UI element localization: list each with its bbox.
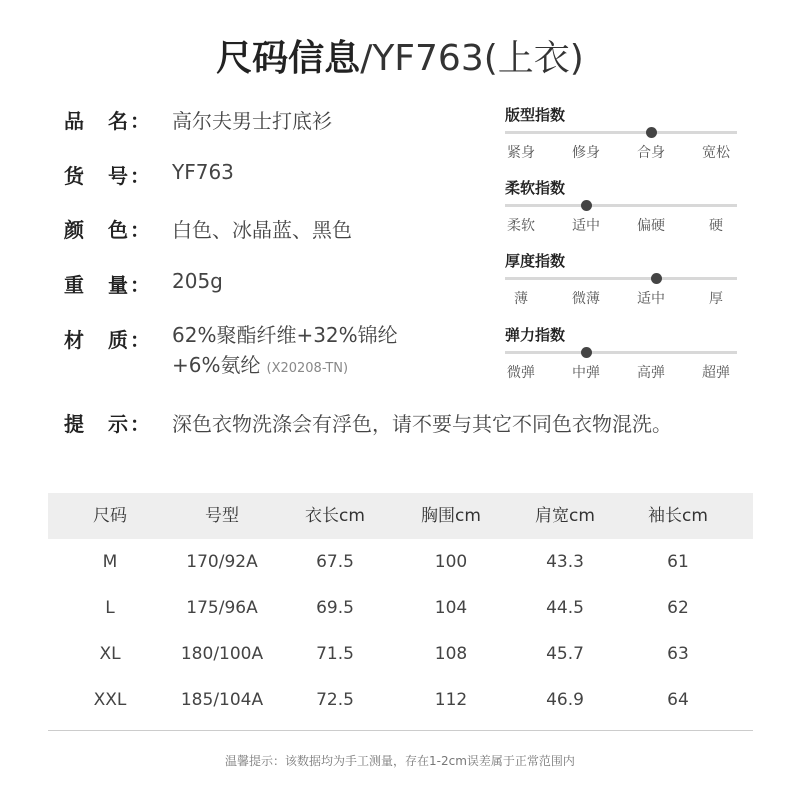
index-option: 微薄 (572, 291, 600, 307)
table-cell: 61 (667, 552, 689, 572)
header-cell: 号型 (205, 506, 239, 526)
table-cell: 175/96A (186, 598, 258, 618)
info-label-material: 材 质： (64, 328, 152, 352)
title-sub: /YF763(上衣) (360, 38, 584, 79)
table-cell: 104 (434, 598, 468, 618)
header-cell: 肩宽cm (535, 506, 595, 526)
index-title: 弹力指数 (505, 326, 566, 344)
table-cell: 112 (434, 690, 468, 710)
table-cell: 72.5 (316, 690, 354, 710)
index-marker (581, 347, 592, 358)
index-option: 高弹 (637, 365, 665, 381)
index-option: 厚 (709, 291, 723, 307)
table-cell: 43.3 (546, 552, 584, 572)
info-value-name: 高尔夫男士打底衫 (172, 109, 332, 133)
index-option: 适中 (637, 291, 665, 307)
table-row (48, 677, 753, 723)
table-row (48, 539, 753, 585)
size-table (48, 493, 753, 723)
material-line-2 (172, 350, 398, 384)
table-cell: 46.9 (546, 690, 584, 710)
index-marker (651, 273, 662, 284)
table-cell: 64 (667, 690, 689, 710)
table-cell: L (105, 598, 115, 618)
index-option: 修身 (572, 145, 600, 161)
page-title (0, 30, 800, 81)
header-cell: 尺码 (93, 506, 127, 526)
index-option: 偏硬 (637, 218, 665, 234)
table-cell: 63 (667, 644, 689, 664)
header-cell: 胸围cm (421, 506, 481, 526)
table-header (48, 493, 753, 539)
info-label-name: 品 名： (64, 109, 152, 133)
index-option: 合身 (637, 145, 665, 161)
table-row (48, 631, 753, 677)
info-value-tip: 深色衣物洗涤会有浮色，请不要与其它不同色衣物混洗。 (172, 412, 672, 436)
index-title: 厚度指数 (505, 252, 566, 270)
index-title: 版型指数 (505, 106, 566, 124)
table-cell: 44.5 (546, 598, 584, 618)
index-track (505, 351, 737, 354)
info-value-material (172, 320, 398, 384)
table-cell: 170/92A (186, 552, 258, 572)
header-cell: 袖长cm (648, 506, 708, 526)
table-cell: 108 (434, 644, 468, 664)
material-line-1: 62%聚酯纤维+32%锦纶 (172, 323, 398, 347)
table-cell: 62 (667, 598, 689, 618)
table-row (48, 585, 753, 631)
index-option: 紧身 (507, 145, 535, 161)
material-code: (X20208-TN) (266, 361, 349, 376)
info-label-color: 颜 色： (64, 218, 152, 242)
table-cell: 69.5 (316, 598, 354, 618)
index-track (505, 204, 737, 207)
index-marker (646, 127, 657, 138)
info-label-sku: 货 号： (64, 164, 152, 188)
index-track (505, 131, 737, 134)
info-value-weight: 205g (172, 269, 223, 293)
index-track (505, 277, 737, 280)
index-marker (581, 200, 592, 211)
table-cell: M (102, 552, 118, 572)
footer-note: 温馨提示：该数据均为手工测量，存在1-2cm误差属于正常范围内 (225, 754, 575, 768)
table-cell: 71.5 (316, 644, 354, 664)
index-option: 硬 (709, 218, 723, 234)
index-title: 柔软指数 (505, 179, 566, 197)
table-cell: XL (99, 644, 121, 664)
index-option: 中弹 (572, 365, 600, 381)
table-cell: XXL (93, 690, 127, 710)
material-line-2-text: +6%氨纶 (172, 353, 261, 377)
title-main: 尺码信息 (216, 38, 361, 79)
index-option: 薄 (514, 291, 528, 307)
table-divider (48, 730, 753, 731)
index-option: 微弹 (507, 365, 535, 381)
header-cell: 衣长cm (305, 506, 365, 526)
table-cell: 100 (434, 552, 468, 572)
index-option: 柔软 (507, 218, 535, 234)
index-option: 宽松 (702, 145, 730, 161)
info-value-sku: YF763 (172, 160, 234, 184)
info-value-color: 白色、冰晶蓝、黑色 (172, 218, 352, 242)
index-option: 适中 (572, 218, 600, 234)
index-option: 超弹 (702, 365, 730, 381)
table-cell: 67.5 (316, 552, 354, 572)
info-label-weight: 重 量： (64, 273, 152, 297)
table-cell: 45.7 (546, 644, 584, 664)
table-cell: 185/104A (180, 690, 264, 710)
table-cell: 180/100A (180, 644, 264, 664)
info-label-tip: 提 示： (64, 412, 152, 436)
